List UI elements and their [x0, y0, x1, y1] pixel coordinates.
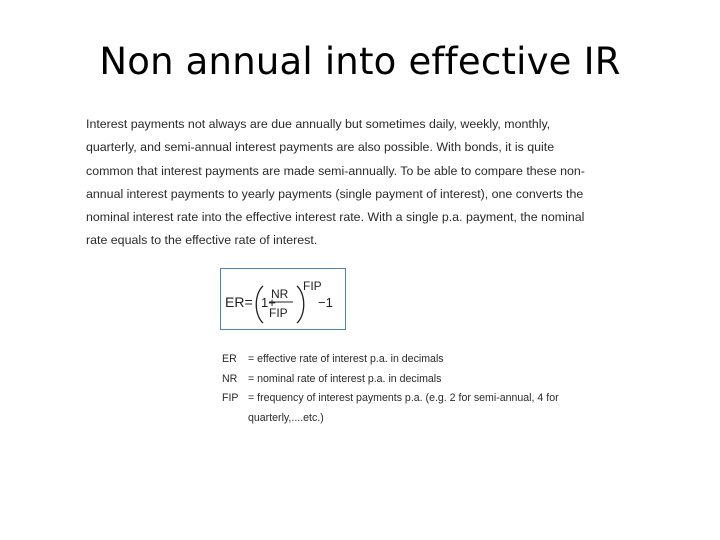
definition-row: [222, 389, 582, 409]
definition-term: FIP: [222, 392, 239, 404]
formula-minus-one: −1: [318, 295, 333, 310]
formula-graphic: [221, 269, 345, 329]
effective-rate-formula: [220, 268, 346, 330]
definition-text: = nominal rate of interest p.a. in decimals: [248, 372, 442, 385]
paragraph-line: rate equals to the effective rate of interest.: [86, 233, 318, 248]
paragraph-line: annual interest payments to yearly payments (single payment of interest), one converts the: [86, 186, 584, 201]
paragraph-line: nominal interest rate into the effective interest rate. With a single p.a. payment, the nominal: [86, 210, 585, 225]
paragraph-line: quarterly, and semi-annual interest payments are also possible. With bonds, it is quite: [86, 140, 555, 155]
formula-exponent: FIP: [303, 279, 322, 293]
definition-row: [222, 409, 582, 429]
definition-text: quarterly,....etc.): [248, 411, 324, 424]
formula-lhs: ER=: [225, 294, 253, 310]
formula-one-plus: 1+: [261, 295, 276, 310]
slide-title: Non annual into effective IR: [99, 40, 621, 83]
definition-term: NR: [222, 372, 238, 385]
definition-row: [222, 350, 582, 370]
paragraph-line: common that interest payments are made semi-annually. To be able to compare these non-: [86, 163, 585, 178]
formula-denominator: FIP: [269, 306, 288, 320]
paragraph-line: Interest payments not always are due annually but sometimes daily, weekly, monthly,: [86, 117, 551, 131]
body-paragraph: [86, 113, 631, 253]
definition-text: = effective rate of interest p.a. in decimals: [248, 353, 444, 365]
definition-row: [222, 370, 582, 390]
definition-term: ER: [222, 353, 237, 365]
definition-text: = frequency of interest payments p.a. (e.g. 2 for semi-annual, 4 for: [248, 392, 559, 404]
variable-definitions: [222, 350, 582, 428]
formula-numerator: NR: [271, 287, 289, 301]
